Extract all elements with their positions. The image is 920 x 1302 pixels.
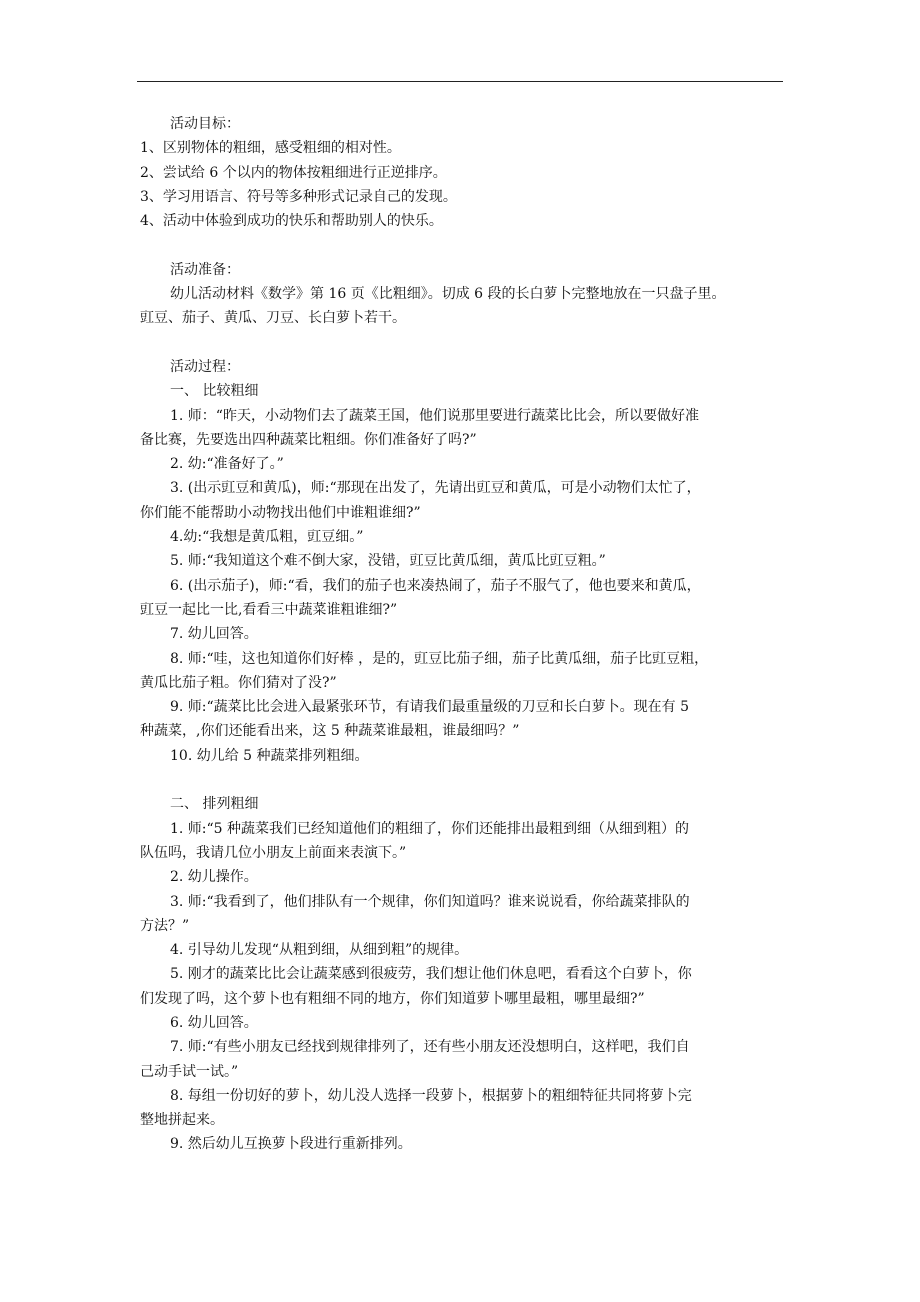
process-line: 7. 幼儿回答。 [170,626,258,643]
process-line: 4. 引导幼儿发现“从粗到细，从细到粗”的规律。 [170,942,469,959]
process-line: 们发现了吗，这个萝卜也有粗细不同的地方，你们知道萝卜哪里最粗，哪里最细?” [140,990,645,1007]
process-line: 3. 师:“我看到了，他们排队有一个规律，你们知道吗？谁来说说看，你给蔬菜排队的 [170,893,690,910]
process-line: 整地拼起来。 [140,1112,224,1129]
process-line: 备比赛，先要选出四种蔬菜比粗细。你们准备好了吗?” [140,431,477,448]
goal-item: 3、学习用语言、符号等多种形式记录自己的发现。 [140,188,457,205]
prep-text: 豇豆、茄子、黄瓜、刀豆、长白萝卜若干。 [140,310,406,327]
process-line: 4.幼:“我想是黄瓜粗，豇豆细。” [170,529,364,546]
process-line: 队伍吗，我请几位小朋友上前面来表演下。” [140,844,407,861]
process-line: 5. 刚才的蔬菜比比会让蔬菜感到很疲劳，我们想让他们休息吧，看看这个白萝卜，你 [170,966,692,983]
goals-heading: 活动目标： [170,116,240,132]
process-line: 方法？” [140,917,190,934]
goal-item: 4、活动中体验到成功的快乐和帮助别人的快乐。 [140,213,443,230]
process-line: 9. 然后幼儿互换萝卜段进行重新排列。 [170,1136,412,1153]
prep-text: 幼儿活动材料《数学》第 16 页《比粗细》。切成 6 段的长白萝卜完整地放在一只盘子里。 [170,286,726,303]
process-line: 10. 幼儿给 5 种蔬菜排列粗细。 [170,747,369,764]
spacer [140,233,788,257]
process-line: 6. 幼儿回答。 [170,1014,258,1031]
document-body [140,112,788,1157]
process-line: 7. 师:“有些小朋友已经找到规律排列了，还有些小朋友还没想明白，这样吧，我们自 [170,1039,690,1056]
process-line: 1. 师:“5 种蔬菜我们已经知道他们的粗细了，你们还能排出最粗到细（从细到粗）的 [170,820,690,837]
process-line: 2. 幼儿操作。 [170,869,258,886]
process-line: 6. (出示茄子)，师:“看，我们的茄子也来凑热闹了，茄子不服气了，他也要来和黄瓜， [170,577,701,594]
process-line: 3. (出示豇豆和黄瓜)，师:“那现在出发了，先请出豇豆和黄瓜，可是小动物们太忙了， [170,480,701,497]
goal-item: 1、区别物体的粗细，感受粗细的相对性。 [140,140,401,157]
process-line: 豇豆一起比一比,看看三中蔬菜谁粗谁细?” [140,601,398,618]
spacer [140,331,788,355]
process-line: 1. 师：“昨天，小动物们去了蔬菜王国，他们说那里要进行蔬菜比比会，所以要做好准 [170,407,699,424]
section-title: 二、 排列粗细 [170,796,259,813]
process-line: 8. 每组一份切好的萝卜，幼儿没人选择一段萝卜，根据萝卜的粗细特征共同将萝卜完 [170,1087,692,1104]
process-line: 9. 师:“蔬菜比比会进入最紧张环节，有请我们最重量级的刀豆和长白萝卜。现在有 5 [170,699,690,716]
section-title: 一、 比较粗细 [170,383,259,400]
process-line: 黄瓜比茄子粗。你们猜对了没?” [140,674,337,691]
process-line: 2. 幼:“准备好了。” [170,456,284,473]
process-line: 种蔬菜，,你们还能看出来，这 5 种蔬菜谁最粗，谁最细吗？” [140,723,520,740]
header-rule [137,81,783,82]
process-line: 你们能不能帮助小动物找出他们中谁粗谁细?” [140,504,421,521]
goal-item: 2、尝试给 6 个以内的物体按粗细进行正逆排序。 [140,164,447,181]
process-line: 8. 师:“哇，这也知道你们好棒 ，是的，豇豆比茄子细，茄子比黄瓜细，茄子比豇豆粗， [170,650,709,667]
prep-heading: 活动准备： [170,261,240,278]
spacer [140,768,788,792]
process-heading: 活动过程： [170,358,240,375]
process-line: 己动手试一试。” [140,1063,239,1080]
process-line: 5. 师:“我知道这个难不倒大家，没错，豇豆比黄瓜细，黄瓜比豇豆粗。” [170,553,606,570]
